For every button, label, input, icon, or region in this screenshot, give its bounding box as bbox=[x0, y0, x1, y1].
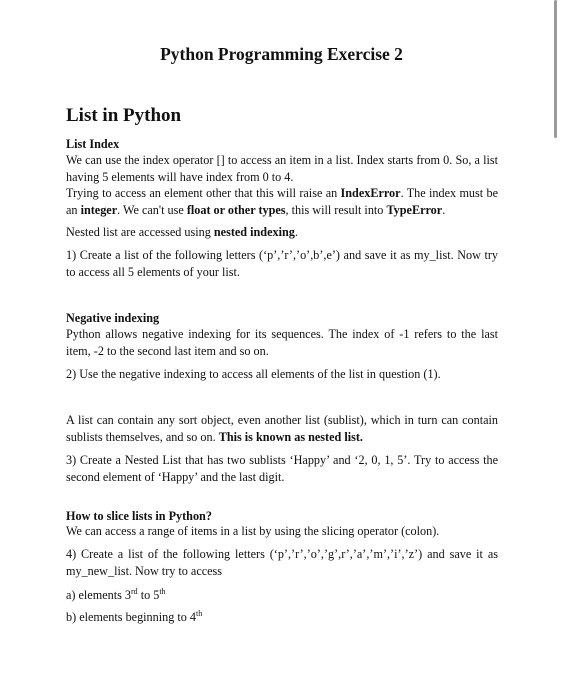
section-title: List in Python bbox=[66, 105, 182, 126]
negative-indexing-paragraph: Python allows negative indexing for its sequences. The index of -1 refers to the last item, -2 to the second last item and so on. bbox=[66, 327, 498, 358]
nested-indexing-paragraph: Nested list are accessed using nested indexing. bbox=[66, 225, 298, 239]
question-4a: a) elements 3rd to 5th bbox=[66, 586, 166, 602]
vertical-scrollbar[interactable] bbox=[554, 0, 557, 138]
question-1: 1) Create a list of the following letters (‘p’,’r’,’o’,b’,e’) and save it as my_list. Now try to access all 5 elements of your list. bbox=[66, 248, 498, 279]
question-2: 2) Use the negative indexing to access all elements of the list in question (1). bbox=[66, 367, 441, 381]
question-4b: b) elements beginning to 4th bbox=[66, 608, 203, 624]
list-index-paragraph: We can use the index operator [] to access an item in a list. Index starts from 0. So, a list having 5 elements will have index from 0 to 4. bbox=[66, 153, 498, 184]
index-error-paragraph: Trying to access an element other that this will raise an IndexError. The index must be an integer. We can't use float or other types, this will result into TypeError. bbox=[66, 186, 498, 217]
question-3: 3) Create a Nested List that has two sublists ‘Happy’ and ‘2, 0, 1, 5’. Try to access the second element of ‘Happy’ and the last digit. bbox=[66, 453, 498, 484]
slicing-paragraph: We can access a range of items in a list by using the slicing operator (colon). bbox=[66, 524, 440, 538]
question-4: 4) Create a list of the following letters (‘p’,’r’,’o’,’g’,r’,’a’,’m’,’i’,’z’) and save it as my_new_list. Now try to access bbox=[66, 547, 498, 578]
nested-list-paragraph: A list can contain any sort object, even another list (sublist), which in turn can contain sublists themselves, and so on. This is known as nested list. bbox=[66, 413, 498, 444]
negative-indexing-heading: Negative indexing bbox=[66, 311, 160, 325]
document-title: Python Programming Exercise 2 bbox=[160, 44, 403, 64]
slicing-heading: How to slice lists in Python? bbox=[66, 509, 212, 523]
list-index-heading: List Index bbox=[66, 137, 120, 151]
